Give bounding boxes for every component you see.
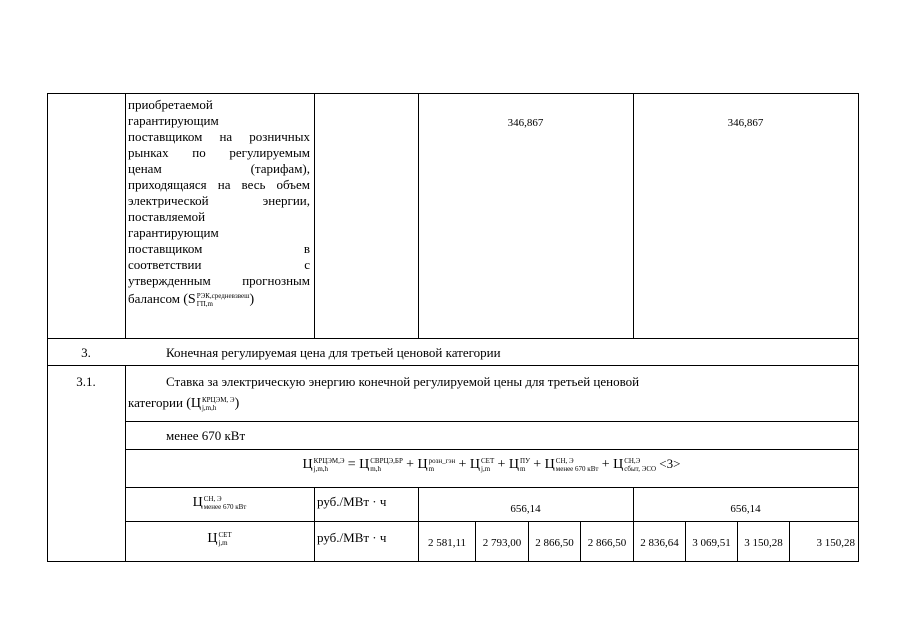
desc-line: ценам (тарифам), xyxy=(128,161,310,176)
section-title: Конечная регулируемая цена для третьей ценовой категории xyxy=(166,345,501,360)
formula-term-sup: КРЦЭМ,Э xyxy=(313,457,345,466)
desc-line: гарантирующим xyxy=(128,113,219,128)
s-symbol: S xyxy=(187,292,196,307)
power-category-label: менее 670 кВт xyxy=(166,428,246,443)
formula-term-sup: СН, Э xyxy=(555,457,574,466)
footnote-ref: <3> xyxy=(659,456,681,471)
value-cell: 2 793,00 xyxy=(482,537,522,549)
formula-term-sup: СН,Э xyxy=(624,457,641,466)
desc-line: утвержденным прогнозным xyxy=(128,273,310,288)
category-word: категории xyxy=(128,395,183,410)
set-rate-symbol: Ц СЕТ j,m xyxy=(207,531,232,548)
rate-title-line: Ставка за электрическую энергию конечной регулируемой цены для третьей ценовой xyxy=(166,374,640,389)
sn-sub: менее 670 кВт xyxy=(203,503,247,512)
row-divider xyxy=(47,365,859,366)
table-border-right xyxy=(858,93,859,562)
price-formula: Ц КРЦЭМ,Э j,m,h = Ц СВРЦЭ,БР m,h + Ц розн_гэн m + Ц СЕТ j,m + Ц ПУ m + Ц СН, Э менее 670 кВт + Ц СН,Э сбыт, ЭСО <3> xyxy=(302,456,681,474)
desc-line: поставщиком на розничных xyxy=(128,129,310,144)
sn-sup: СН, Э xyxy=(203,495,222,504)
set-sup: СЕТ xyxy=(218,531,232,540)
row-divider xyxy=(125,449,859,450)
row-number: 3.1. xyxy=(76,374,96,389)
value-cell: 2 836,64 xyxy=(640,537,679,549)
formula-term-sup: СВРЦЭ,БР xyxy=(370,457,403,466)
formula-term-sup: ПУ xyxy=(520,457,531,466)
s-subscript: ГП,m xyxy=(196,300,213,309)
unit-label: руб./МВт · ч xyxy=(317,494,387,509)
formula-term-sub: j,m xyxy=(481,465,491,474)
c-subscript: j,m,h xyxy=(201,404,217,413)
row-number: 3. xyxy=(81,345,91,360)
set-sub: j,m xyxy=(218,539,228,548)
desc-last-word: балансом xyxy=(128,291,180,306)
formula-term-sub: m xyxy=(520,465,526,474)
value-cell: 2 866,50 xyxy=(535,537,574,549)
desc-line: гарантирующим xyxy=(128,225,219,240)
value-cell: 2 866,50 xyxy=(587,537,627,549)
table-border-left xyxy=(47,93,48,562)
formula-term-sub: m xyxy=(428,465,435,474)
column-divider xyxy=(633,93,634,338)
column-divider xyxy=(418,93,419,338)
column-divider xyxy=(418,487,419,562)
value-cell: 656,14 xyxy=(730,503,761,515)
row-divider xyxy=(125,521,859,522)
rate-title-line2: категории (Ц КРЦЭМ, Э j,m,h ) xyxy=(128,395,240,413)
desc-line: рынках по регулируемым xyxy=(128,145,310,160)
table-border-top xyxy=(47,93,859,94)
formula-term-sub: сбыт, ЭСО xyxy=(624,465,657,474)
value-cell: 3 150,28 xyxy=(744,537,783,549)
row-divider xyxy=(125,487,859,488)
sn-rate-symbol: Ц СН, Э менее 670 кВт xyxy=(192,495,247,512)
column-divider xyxy=(633,487,634,562)
unit-label: руб./МВт · ч xyxy=(317,530,387,545)
row-divider xyxy=(125,421,859,422)
row-divider xyxy=(47,338,859,339)
formula-term-sub: j,m,h xyxy=(313,465,329,474)
value-cell: 656,14 xyxy=(510,503,541,515)
desc-line: приходящаяся на весь объем xyxy=(128,177,310,192)
tariff-description xyxy=(128,97,310,308)
value-cell: 3 150,28 xyxy=(816,537,855,549)
column-divider xyxy=(125,93,126,338)
desc-line: соответствии с xyxy=(128,257,310,272)
desc-line: приобретаемой xyxy=(128,97,213,112)
formula-term-sup: СЕТ xyxy=(481,457,495,466)
column-divider xyxy=(314,487,315,562)
value-cell: 2 581,11 xyxy=(427,537,467,549)
value-cell: 346,867 xyxy=(727,117,764,129)
desc-line: поставщиком в xyxy=(128,241,310,256)
formula-term-sup: розн_гэн xyxy=(428,457,456,466)
formula-term-sub: m,h xyxy=(370,465,381,474)
value-cell: 346,867 xyxy=(507,117,544,129)
desc-line: электрической энергии, xyxy=(128,193,310,208)
s-superscript: РЭК,средневзвеш xyxy=(196,292,250,301)
desc-line: поставляемой xyxy=(128,209,206,224)
column-divider xyxy=(314,93,315,338)
value-cell: 3 069,51 xyxy=(692,537,731,549)
c-superscript: КРЦЭМ, Э xyxy=(201,396,235,405)
desc-line-balance: балансом (S РЭК,средневзвеш ГП,m ) xyxy=(128,291,255,309)
formula-term-sub: менее 670 кВт xyxy=(555,465,599,474)
